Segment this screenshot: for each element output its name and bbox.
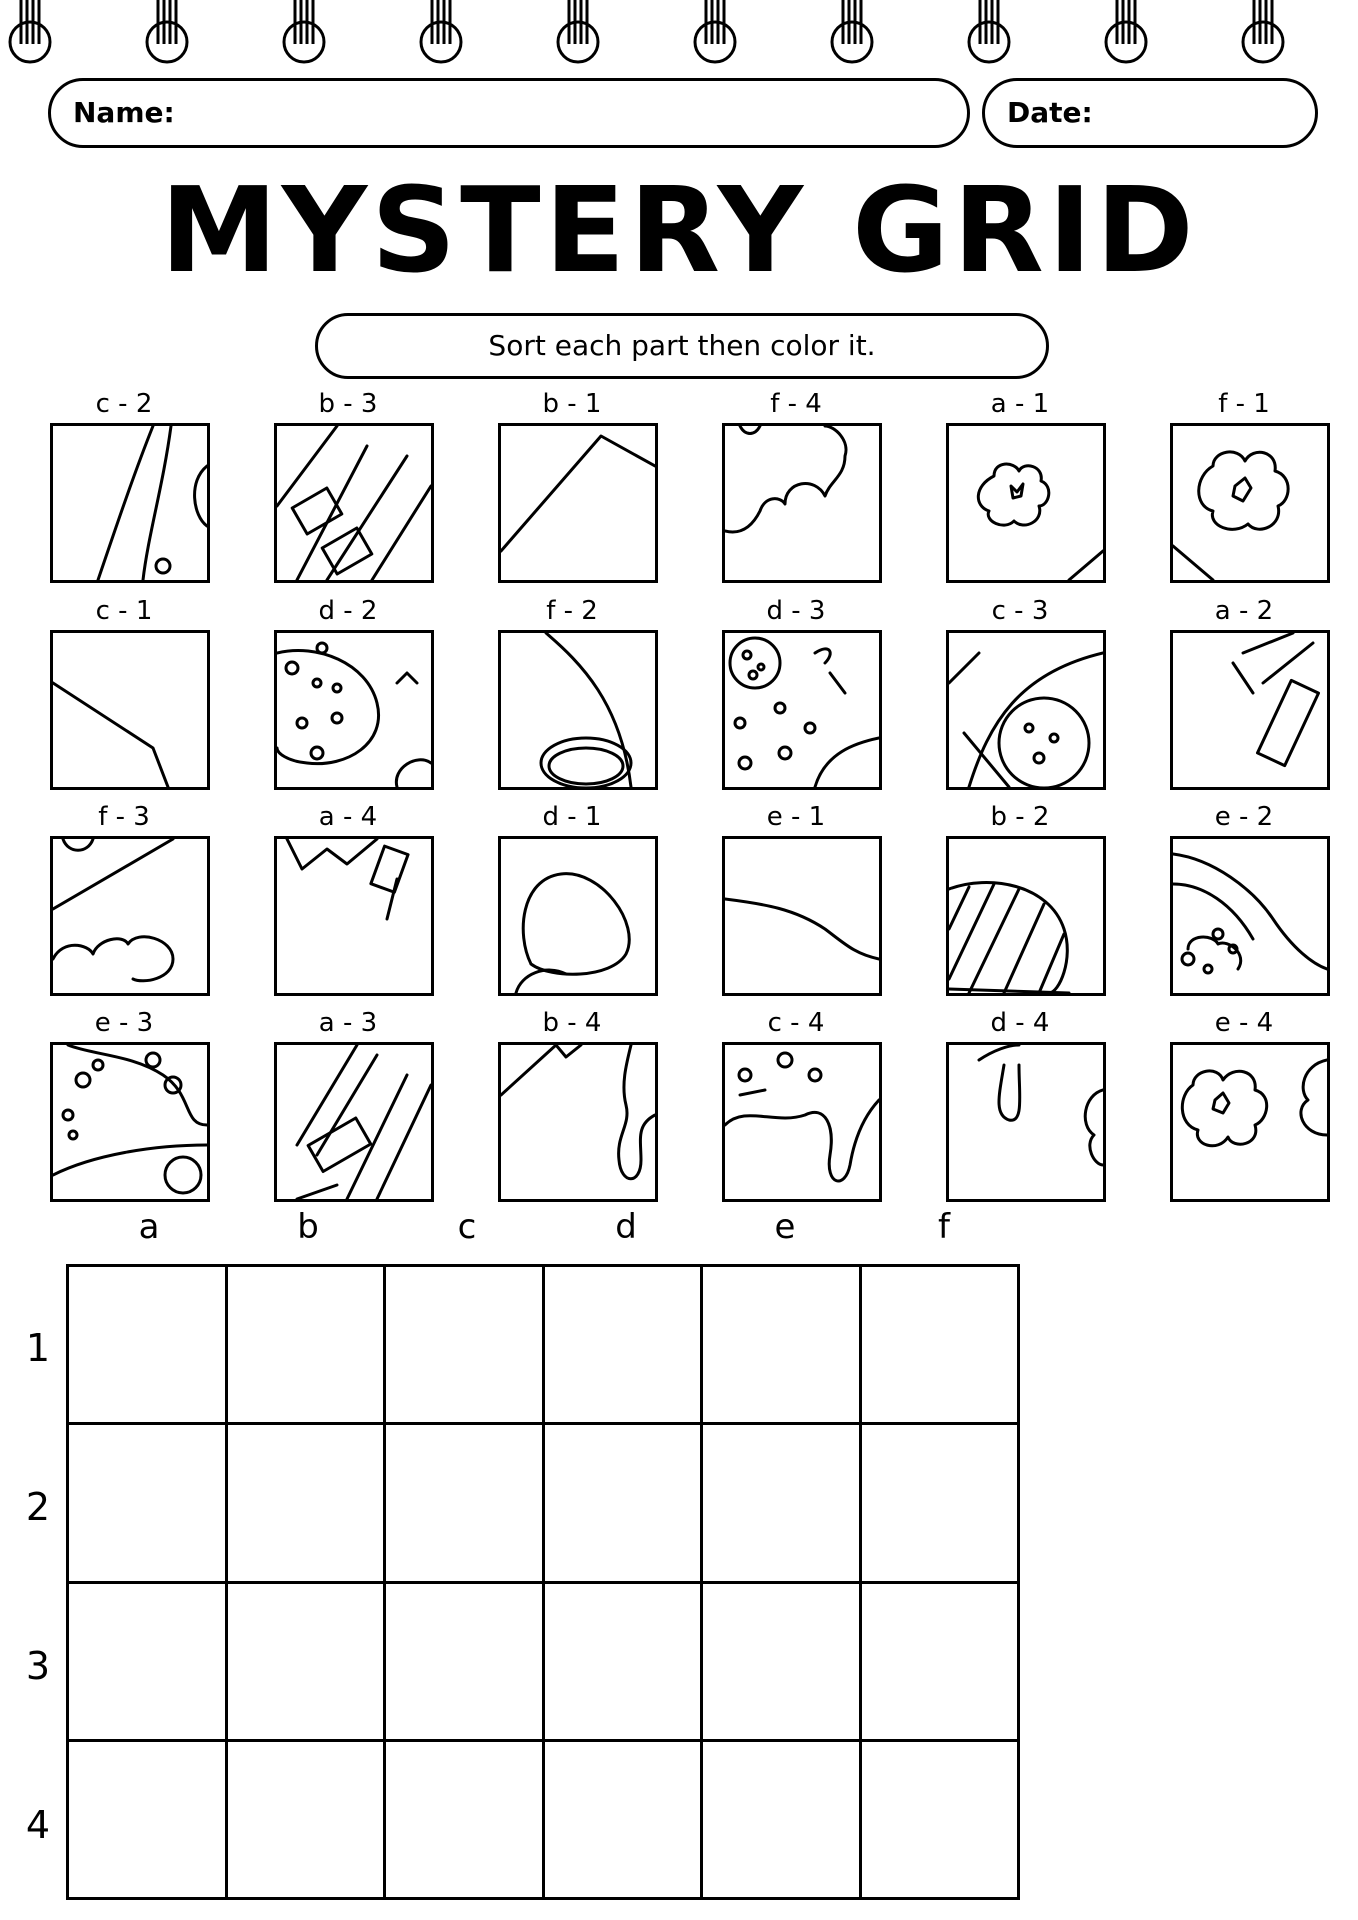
piece-drawing (1173, 1045, 1327, 1199)
piece-label: f - 4 (770, 389, 822, 419)
piece-drawing (725, 839, 879, 993)
piece-label: f - 3 (98, 802, 150, 832)
piece-label: b - 3 (318, 389, 378, 419)
grid-column-label: d (615, 1207, 637, 1247)
grid-column-label: a (138, 1207, 160, 1247)
piece-label: f - 2 (546, 596, 598, 626)
piece-image (1170, 1042, 1330, 1202)
date-field (982, 78, 1318, 148)
grid-row-label: 1 (25, 1326, 51, 1370)
grid-column-label: b (297, 1207, 319, 1247)
grid-cell-e2[interactable] (703, 1425, 862, 1583)
piece-label: d - 2 (318, 596, 378, 626)
piece-label: d - 4 (990, 1008, 1050, 1038)
puzzle-piece (712, 800, 880, 1000)
piece-image (946, 1042, 1106, 1202)
piece-label: c - 3 (991, 596, 1049, 626)
piece-label: f - 1 (1218, 389, 1270, 419)
piece-image (946, 836, 1106, 996)
grid-row-label: 3 (25, 1644, 51, 1688)
piece-drawing (949, 633, 1103, 787)
piece-image (498, 630, 658, 790)
grid-cell-e1[interactable] (703, 1267, 862, 1425)
piece-drawing (277, 839, 431, 993)
piece-drawing (1173, 633, 1327, 787)
grid-cell-b3[interactable] (228, 1584, 387, 1742)
grid-column-label: c (457, 1207, 477, 1247)
puzzle-piece (1160, 800, 1328, 1000)
grid-cell-c4[interactable] (386, 1742, 545, 1900)
piece-drawing (725, 1045, 879, 1199)
spiral-rings-graphic (0, 0, 1358, 80)
name-input[interactable] (181, 95, 937, 135)
grid-cell-d2[interactable] (545, 1425, 704, 1583)
piece-label: a - 2 (1214, 596, 1274, 626)
grid-cell-a3[interactable] (69, 1584, 228, 1742)
piece-label: b - 2 (990, 802, 1050, 832)
grid-cell-b2[interactable] (228, 1425, 387, 1583)
name-field (48, 78, 970, 148)
grid-cell-b4[interactable] (228, 1742, 387, 1900)
piece-drawing (501, 633, 655, 787)
grid-cell-b1[interactable] (228, 1267, 387, 1425)
piece-drawing (501, 1045, 655, 1199)
piece-image (946, 630, 1106, 790)
piece-image (50, 1042, 210, 1202)
piece-drawing (501, 839, 655, 993)
puzzle-piece (264, 387, 432, 587)
grid-cell-c2[interactable] (386, 1425, 545, 1583)
grid-column-label: f (938, 1207, 950, 1247)
piece-drawing (949, 839, 1103, 993)
piece-image (722, 836, 882, 996)
piece-drawing (277, 426, 431, 580)
piece-image (498, 423, 658, 583)
piece-label: a - 1 (990, 389, 1050, 419)
piece-image (274, 836, 434, 996)
puzzle-piece (712, 594, 880, 794)
grid-cell-d1[interactable] (545, 1267, 704, 1425)
piece-label: e - 3 (94, 1008, 154, 1038)
puzzle-piece (488, 1006, 656, 1206)
piece-label: a - 3 (318, 1008, 378, 1038)
grid-row-label: 2 (25, 1485, 51, 1529)
puzzle-piece (40, 387, 208, 587)
grid-cell-f3[interactable] (862, 1584, 1021, 1742)
grid-cell-f4[interactable] (862, 1742, 1021, 1900)
piece-image (498, 836, 658, 996)
piece-label: e - 1 (766, 802, 826, 832)
piece-image (1170, 423, 1330, 583)
grid-cell-c1[interactable] (386, 1267, 545, 1425)
grid-row-label: 4 (25, 1803, 51, 1847)
spiral-binding (0, 0, 1358, 80)
piece-drawing (949, 426, 1103, 580)
piece-image (50, 630, 210, 790)
piece-image (1170, 630, 1330, 790)
puzzle-piece (1160, 1006, 1328, 1206)
puzzle-piece (712, 387, 880, 587)
grid-cell-d4[interactable] (545, 1742, 704, 1900)
piece-drawing (1173, 426, 1327, 580)
grid-cell-e3[interactable] (703, 1584, 862, 1742)
grid-cell-d3[interactable] (545, 1584, 704, 1742)
puzzle-piece (40, 1006, 208, 1206)
piece-image (722, 630, 882, 790)
piece-drawing (949, 1045, 1103, 1199)
piece-drawing (53, 633, 207, 787)
piece-label: b - 4 (542, 1008, 602, 1038)
piece-label: c - 1 (95, 596, 153, 626)
grid-cell-a1[interactable] (69, 1267, 228, 1425)
piece-label: a - 4 (318, 802, 378, 832)
piece-image (946, 423, 1106, 583)
piece-label: c - 4 (767, 1008, 825, 1038)
puzzle-piece (1160, 387, 1328, 587)
piece-image (722, 1042, 882, 1202)
piece-image (1170, 836, 1330, 996)
puzzle-piece (264, 1006, 432, 1206)
puzzle-piece (1160, 594, 1328, 794)
piece-label: e - 4 (1214, 1008, 1274, 1038)
piece-image (722, 423, 882, 583)
piece-drawing (53, 426, 207, 580)
puzzle-piece (936, 594, 1104, 794)
piece-label: d - 1 (542, 802, 602, 832)
piece-image (50, 423, 210, 583)
piece-image (274, 630, 434, 790)
name-label: Name: (73, 96, 175, 129)
piece-label: b - 1 (542, 389, 602, 419)
puzzle-piece (488, 800, 656, 1000)
grid-column-label: e (774, 1207, 796, 1247)
piece-image (50, 836, 210, 996)
piece-drawing (725, 633, 879, 787)
piece-image (274, 1042, 434, 1202)
puzzle-piece (488, 387, 656, 587)
date-input[interactable] (1095, 95, 1285, 135)
answer-grid (66, 1264, 1020, 1900)
grid-cell-a4[interactable] (69, 1742, 228, 1900)
piece-label: e - 2 (1214, 802, 1274, 832)
page-title: MYSTERY GRID (160, 161, 1198, 299)
puzzle-piece (712, 1006, 880, 1206)
puzzle-piece (936, 1006, 1104, 1206)
puzzle-piece (936, 800, 1104, 1000)
grid-cell-f1[interactable] (862, 1267, 1021, 1425)
piece-drawing (53, 1045, 207, 1199)
piece-drawing (1173, 839, 1327, 993)
grid-cell-f2[interactable] (862, 1425, 1021, 1583)
grid-cell-a2[interactable] (69, 1425, 228, 1583)
puzzle-piece (264, 594, 432, 794)
piece-label: d - 3 (766, 596, 826, 626)
puzzle-piece (40, 594, 208, 794)
instruction-banner: Sort each part then color it. (315, 313, 1049, 379)
grid-cell-c3[interactable] (386, 1584, 545, 1742)
piece-drawing (501, 426, 655, 580)
piece-label: c - 2 (95, 389, 153, 419)
puzzle-piece (40, 800, 208, 1000)
puzzle-piece (488, 594, 656, 794)
date-label: Date: (1007, 96, 1093, 129)
piece-image (274, 423, 434, 583)
puzzle-piece (264, 800, 432, 1000)
grid-cell-e4[interactable] (703, 1742, 862, 1900)
piece-drawing (277, 1045, 431, 1199)
piece-drawing (277, 633, 431, 787)
piece-drawing (53, 839, 207, 993)
piece-image (498, 1042, 658, 1202)
puzzle-piece (936, 387, 1104, 587)
piece-drawing (725, 426, 879, 580)
